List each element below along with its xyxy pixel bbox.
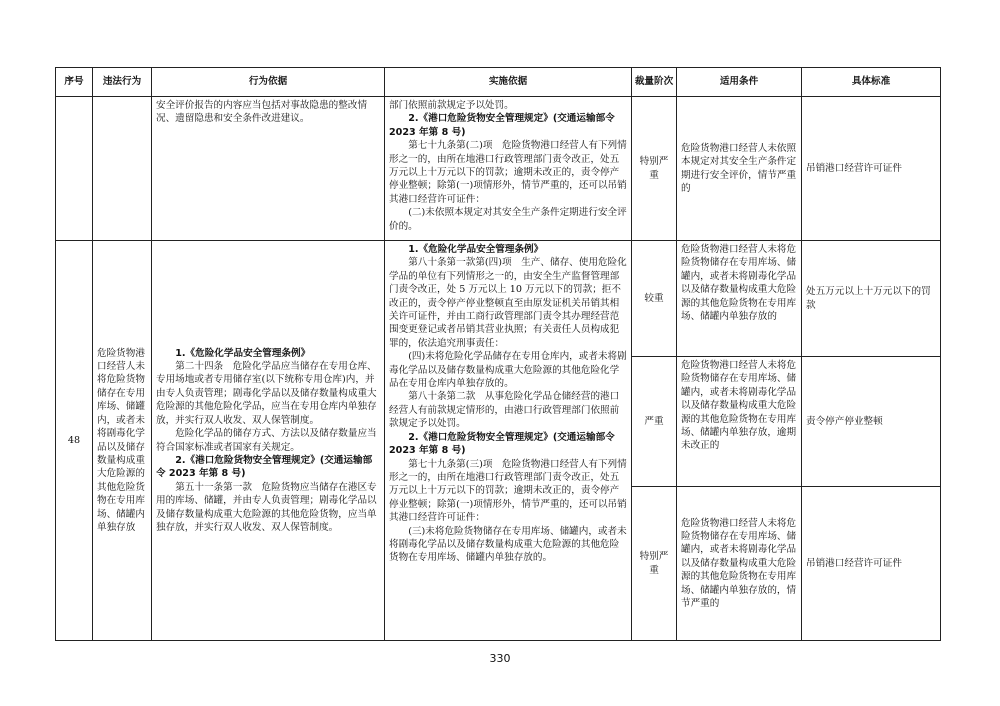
basis-heading: 2.《港口危险货物安全管理规定》(交通运输部令 2023 年第 8 号) bbox=[156, 454, 373, 480]
basis-text: 危险化学品的储存方式、方法以及储存数量应当符合国家标准或者国家有关规定。 bbox=[156, 428, 377, 453]
seq-cell bbox=[56, 97, 93, 241]
table-row-continuation bbox=[56, 97, 941, 241]
specific-standard-cell: 处五万元以上十万元以下的罚款 bbox=[802, 241, 941, 357]
page-number: 330 bbox=[489, 652, 511, 665]
violation-cell: 危险货物港口经营人未将危险货物储存在专用库场、储罐内，或者未将剧毒化学品以及储存数量构成重大危险源的其他危险货物在专用库场、储罐内单独存放 bbox=[93, 241, 152, 641]
impl-text: 第八十条第一款第(四)项 生产、储存、使用危险化学品的单位有下列情形之一的，由安全生产监督管理部门责令改正，处 5 万元以上 10 万元以下的罚款；拒不改正的，责令停产停业整顿直至由原发证机关吊销其相关许可证件，并由工商行政管理部门责令其办理经营范围变更登记或者吊销其营业执照；有关责任人员构成犯罪的，依法追究刑事责任： bbox=[389, 257, 627, 349]
conditions-cell: 危险货物港口经营人未依照本规定对其安全生产条件定期进行安全评价，情节严重的 bbox=[677, 97, 802, 241]
impl-text: (二)未依照本规定对其安全生产条件定期进行安全评价的。 bbox=[389, 207, 627, 232]
impl-text: 第七十九条第(三)项 危险货物港口经营人有下列情形之一的，由所在地港口行政管理部门责令改正，处五万元以上十万元以下的罚款；逾期未改正的，责令停产停业整顿；除第(一)项情形外，情节严重的，还可以吊销其港口经营许可证件： bbox=[389, 458, 627, 524]
penalty-standards-table bbox=[55, 67, 941, 641]
specific-standard-cell: 吊销港口经营许可证件 bbox=[802, 97, 941, 241]
basis-text: 第二十四条 危险化学品应当储存在专用仓库、专用场地或者专用储存室(以下统称专用仓库)内，并由专人负责管理；剧毒化学品以及储存数量构成重大危险源的其他危险化学品，应当在专用仓库内单独存放，并实行双人收发、双人保管制度。 bbox=[156, 361, 377, 426]
header-conditions: 适用条件 bbox=[677, 68, 802, 97]
header-implementation-basis: 实施依据 bbox=[385, 68, 632, 97]
discretion-level-cell: 特别严重 bbox=[632, 487, 677, 641]
basis-text: 安全评价报告的内容应当包括对事故隐患的整改情况、遗留隐患和安全条件改进建议。 bbox=[156, 100, 368, 125]
impl-text: 部门依照前款规定予以处罚。 bbox=[389, 100, 514, 111]
header-row bbox=[56, 68, 941, 97]
basis-heading: 1.《危险化学品安全管理条例》 bbox=[175, 347, 311, 359]
conditions-cell: 危险货物港口经营人未将危险货物储存在专用库场、储罐内，或者未将剧毒化学品以及储存数量构成重大危险源的其他危险货物在专用库场、储罐内单独存放，逾期未改正的 bbox=[677, 357, 802, 487]
impl-heading: 1.《危险化学品安全管理条例》 bbox=[408, 244, 544, 255]
header-violation: 违法行为 bbox=[93, 68, 152, 97]
table-row-48 bbox=[56, 241, 941, 357]
discretion-level-cell: 特别严重 bbox=[632, 97, 677, 241]
specific-standard-cell: 吊销港口经营许可证件 bbox=[802, 487, 941, 641]
implementation-basis-cell bbox=[385, 97, 632, 241]
impl-text: 第七十九条第(二)项 危险货物港口经营人有下列情形之一的，由所在地港口行政管理部门责令改正，处五万元以上十万元以下的罚款；逾期未改正的，责令停产停业整顿；除第(一)项情形外，情节严重的，还可以吊销其港口经营许可证件： bbox=[389, 140, 627, 205]
impl-text: 第八十条第二款 从事危险化学品仓储经营的港口经营人有前款规定情形的，由港口行政管理部门依照前款规定予以处罚。 bbox=[389, 391, 620, 430]
header-behavior-basis: 行为依据 bbox=[152, 68, 385, 97]
impl-text: (三)未将危险货物储存在专用库场、储罐内，或者未将剧毒化学品以及储存数量构成重大危险源的其他危险货物在专用库场、储罐内单独存放的。 bbox=[389, 525, 627, 564]
conditions-cell: 危险货物港口经营人未将危险货物储存在专用库场、储罐内，或者未将剧毒化学品以及储存数量构成重大危险源的其他危险货物在专用库场、储罐内单独存放的，情节严重的 bbox=[677, 487, 802, 641]
behavior-basis-cell bbox=[152, 241, 385, 641]
basis-text: 第五十一条第一款 危险货物应当储存在港区专用的库场、储罐，并由专人负责管理；剧毒化学品以及储存数量构成重大危险源的其他危险货物，应当单独存放，并实行双人收发、双人保管制度。 bbox=[156, 481, 377, 533]
discretion-level-cell: 严重 bbox=[632, 357, 677, 487]
header-discretion-level: 裁量阶次 bbox=[632, 68, 677, 97]
header-seq: 序号 bbox=[56, 68, 93, 97]
impl-text: (四)未将危险化学品储存在专用仓库内，或者未将剧毒化学品以及储存数量构成重大危险源的其他危险化学品在专用仓库内单独存放的。 bbox=[389, 351, 627, 390]
specific-standard-cell: 责令停产停业整顿 bbox=[802, 357, 941, 487]
implementation-basis-cell bbox=[385, 241, 632, 641]
violation-cell bbox=[93, 97, 152, 241]
conditions-cell: 危险货物港口经营人未将危险货物储存在专用库场、储罐内，或者未将剧毒化学品以及储存数量构成重大危险源的其他危险货物在专用库场、储罐内单独存放的 bbox=[677, 241, 802, 357]
discretion-level-cell: 较重 bbox=[632, 241, 677, 357]
seq-cell: 48 bbox=[56, 241, 93, 641]
behavior-basis-cell bbox=[152, 97, 385, 241]
impl-heading: 2.《港口危险货物安全管理规定》(交通运输部令 2023 年第 8 号) bbox=[389, 113, 615, 138]
impl-heading: 2.《港口危险货物安全管理规定》(交通运输部令 2023 年第 8 号) bbox=[389, 431, 615, 457]
header-specific-standard: 具体标准 bbox=[802, 68, 941, 97]
